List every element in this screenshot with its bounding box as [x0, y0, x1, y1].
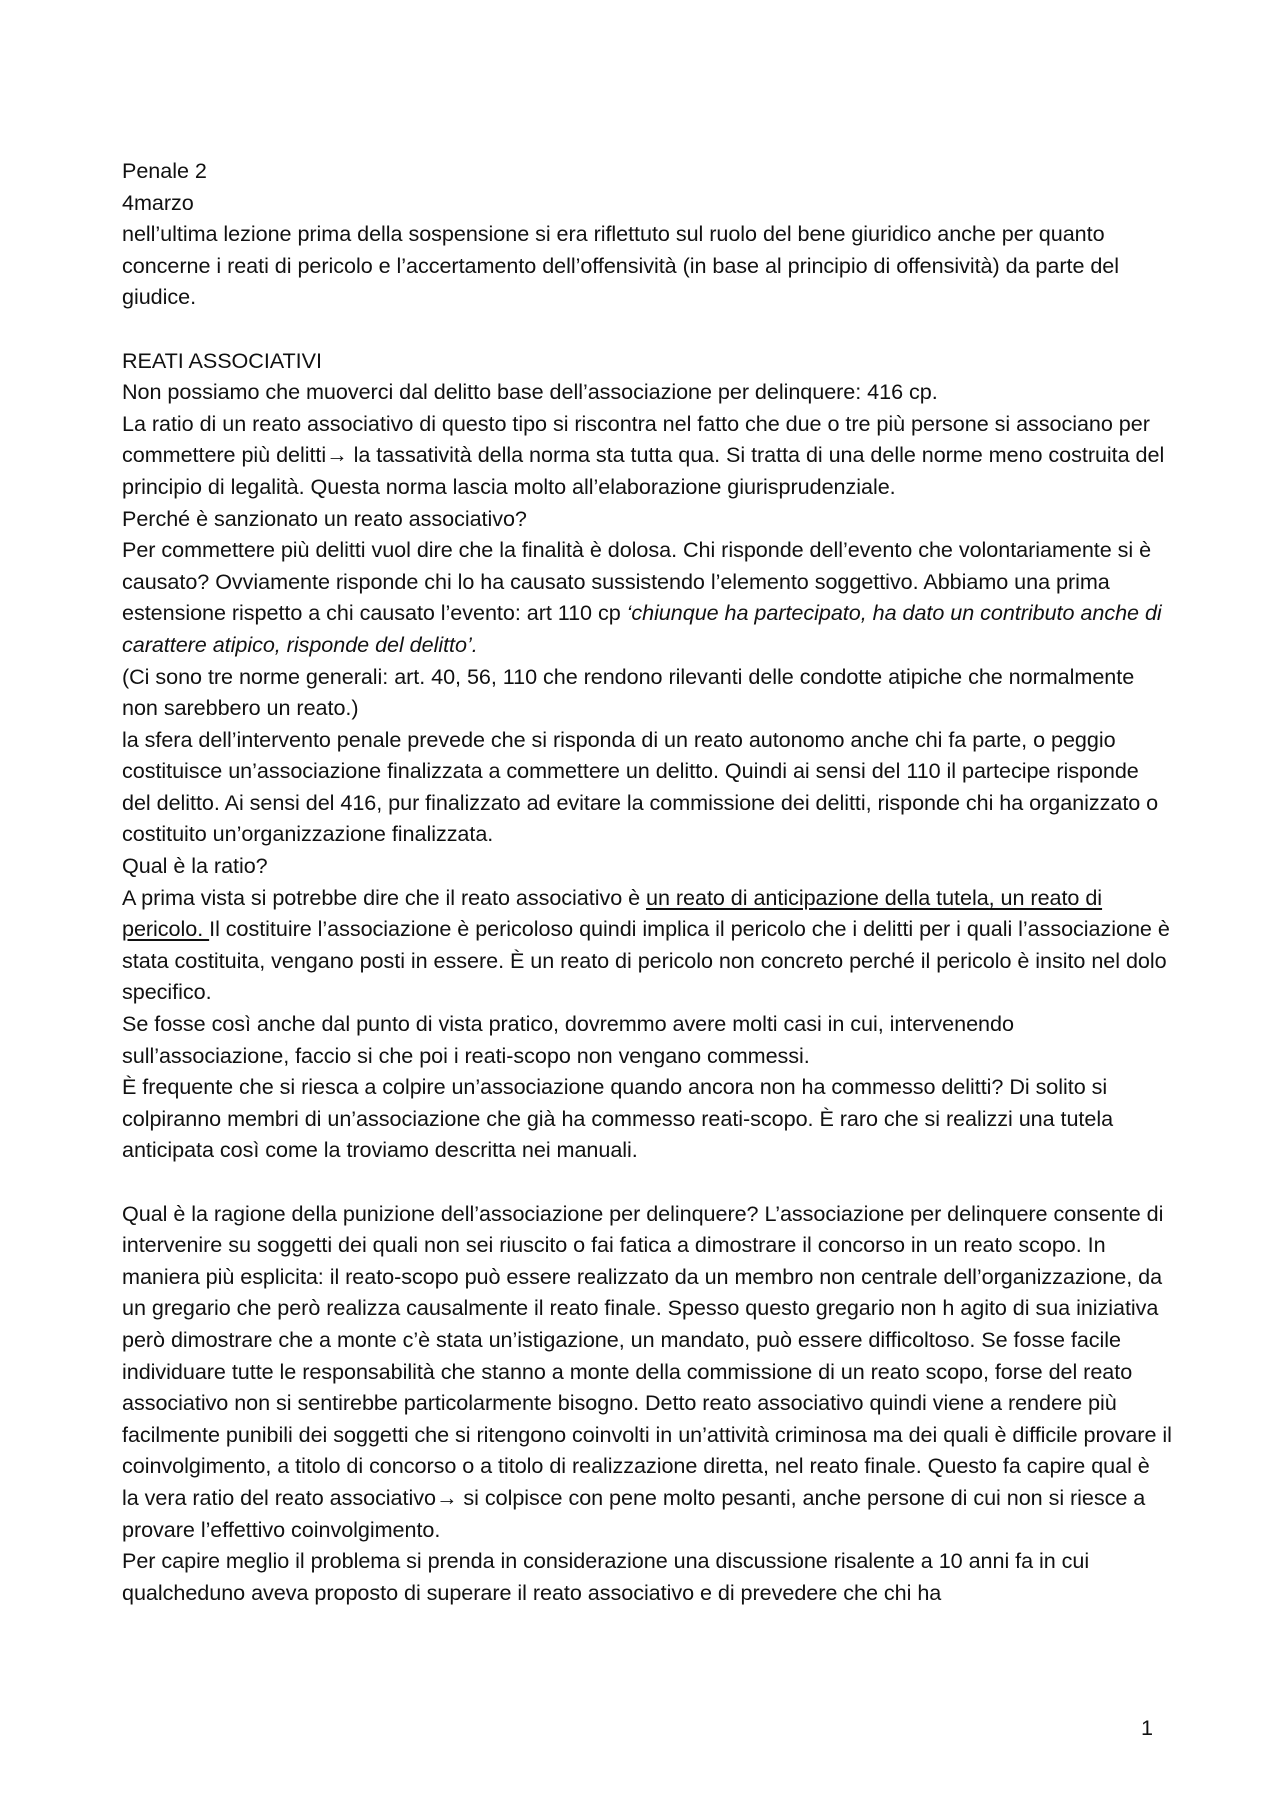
paragraph-discussion: Per capire meglio il problema si prenda in considerazione una discussione risalente a 10 anni fa in cui qualcheduno aveva proposto di superare il reato associativo e di prevedere che chi ha: [122, 1548, 1090, 1605]
first-view-text-end: Il costituire l’associazione è pericoloso quindi implica il pericolo che i delitti per i quali l’associazione è stata costituita, vengano posti in essere. È un reato di pericolo non concreto perché il pericolo è insito nel dolo specifico.: [122, 916, 1170, 1005]
course-title: Penale 2: [122, 158, 207, 183]
ratio-text-start: La ratio di un reato associativo di questo tipo si riscontra nel fatto che due o tre più persone si associano per commettere più delitti: [122, 410, 1150, 468]
question-ratio: Qual è la ratio?: [122, 853, 268, 879]
arrow-right-icon: →: [326, 442, 348, 468]
punishment-text-start: Qual è la ragione della punizione dell’associazione per delinquere? L’associazione per delinquere consente di intervenire su soggetti dei quali non sei riuscito o fai fatica a dimostrare il concorso in un reato scopo. In maniera più esplicita: il reato-scopo può essere realizzato da un membro non centrale dell’organizzazione, da un gregario che però realizza causalmente il reato finale. Spesso questo gregario non h agito di sua iniziativa però dimostrare che a monte c’è stata un’istigazione, un mandato, può essere difficoltoso. Se fosse facile individuare tutte le responsabilità che stanno a monte della commissione di un reato scopo, forse del reato associativo non si sentirebbe particolarmente bisogno. Detto reato associativo quindi viene a rendere più facilmente punibili dei soggetti che si ritengono coinvolti in un’attività criminosa ma dei quali è difficile provare il coinvolgimento, a titolo di concorso o a titolo di realizzazione diretta, nel reato finale. Questo fa capire qual è la vera ratio del reato associativo: [122, 1200, 1172, 1510]
paragraph-punishment-reason: [122, 1198, 1172, 1546]
blank-line: [122, 1166, 1172, 1198]
paragraph-first-view: [122, 882, 1172, 1008]
ratio-text-end: la tassatività della norma sta tutta qua. Si tratta di una delle norme meno costruita del principio di legalità. Questa norma lascia molto all’elaborazione giurisprudenziale.: [122, 442, 1165, 499]
question-why-sanctioned: Perché è sanzionato un reato associativo?: [122, 505, 527, 531]
punishment-text-end: si colpisce con pene molto pesanti, anche persone di cui non si riesce a provare l’effettivo coinvolgimento.: [122, 1484, 1146, 1542]
paragraph-practical: Se fosse così anche dal punto di vista pratico, dovremmo avere molti casi in cui, intervenendo sull’associazione, faccio si che poi i reati-scopo non vengano commessi.: [122, 1011, 1014, 1068]
paragraph-dolosa: [122, 534, 1172, 660]
lesson-date: 4marzo: [122, 189, 194, 215]
paragraph-penal-sphere: la sfera dell’intervento penale prevede che si risponda di un reato autonomo anche chi fa parte, o peggio costituisce un’associazione finalizzata a commettere un delitto. Quindi ai sensi del 110 il partecipe risponde del delitto. Ai sensi del 416, pur finalizzato ad evitare la commissione dei delitti, risponde chi ha organizzato o costituito un’organizzazione finalizzata.: [122, 726, 1159, 847]
art-110-quote: ‘chiunque ha partecipato, ha dato un contributo anche di carattere atipico, risponde del delitto’.: [122, 600, 1162, 657]
underlined-definition: un reato di anticipazione della tutela, un reato di pericolo.: [122, 884, 1103, 942]
blank-line: [122, 313, 1172, 345]
paragraph-frequency: È frequente che si riesca a colpire un’associazione quando ancora non ha commesso delitti? Di solito si colpiranno membri di un’associazione che già ha commesso reati-scopo. È raro che si realizzi una tutela anticipata così come la troviamo descritta nei manuali.: [122, 1074, 1114, 1163]
document-page: [122, 155, 1172, 1608]
arrow-right-icon: →: [435, 1484, 458, 1510]
dolosa-text: Per commettere più delitti vuol dire che la finalità è dolosa. Chi risponde dell’evento che volontariamente si è causato? Ovviamente risponde chi lo ha causato sussistendo l’elemento soggettivo. Abbiamo una prima estensione rispetto a chi causato l’evento: art 110 cp: [122, 537, 1152, 626]
paragraph-general-norms: (Ci sono tre norme generali: art. 40, 56, 110 che rendono rilevanti delle condotte atipiche che normalmente non sarebbero un reato.): [122, 663, 1135, 721]
page-number: 1: [1141, 1715, 1154, 1740]
intro-paragraph: nell’ultima lezione prima della sospensione si era riflettuto sul ruolo del bene giuridico anche per quanto concerne i reati di pericolo e l’accertamento dell’offensività (in base al principio di offensività) da parte del giudice.: [122, 221, 1120, 310]
first-view-text-start: A prima vista si potrebbe dire che il reato associativo è: [122, 884, 647, 910]
paragraph-base-offence: Non possiamo che muoverci dal delitto base dell’associazione per delinquere: 416 cp.: [122, 379, 938, 405]
paragraph-ratio: [122, 408, 1172, 503]
section-heading: REATI ASSOCIATIVI: [122, 347, 322, 373]
